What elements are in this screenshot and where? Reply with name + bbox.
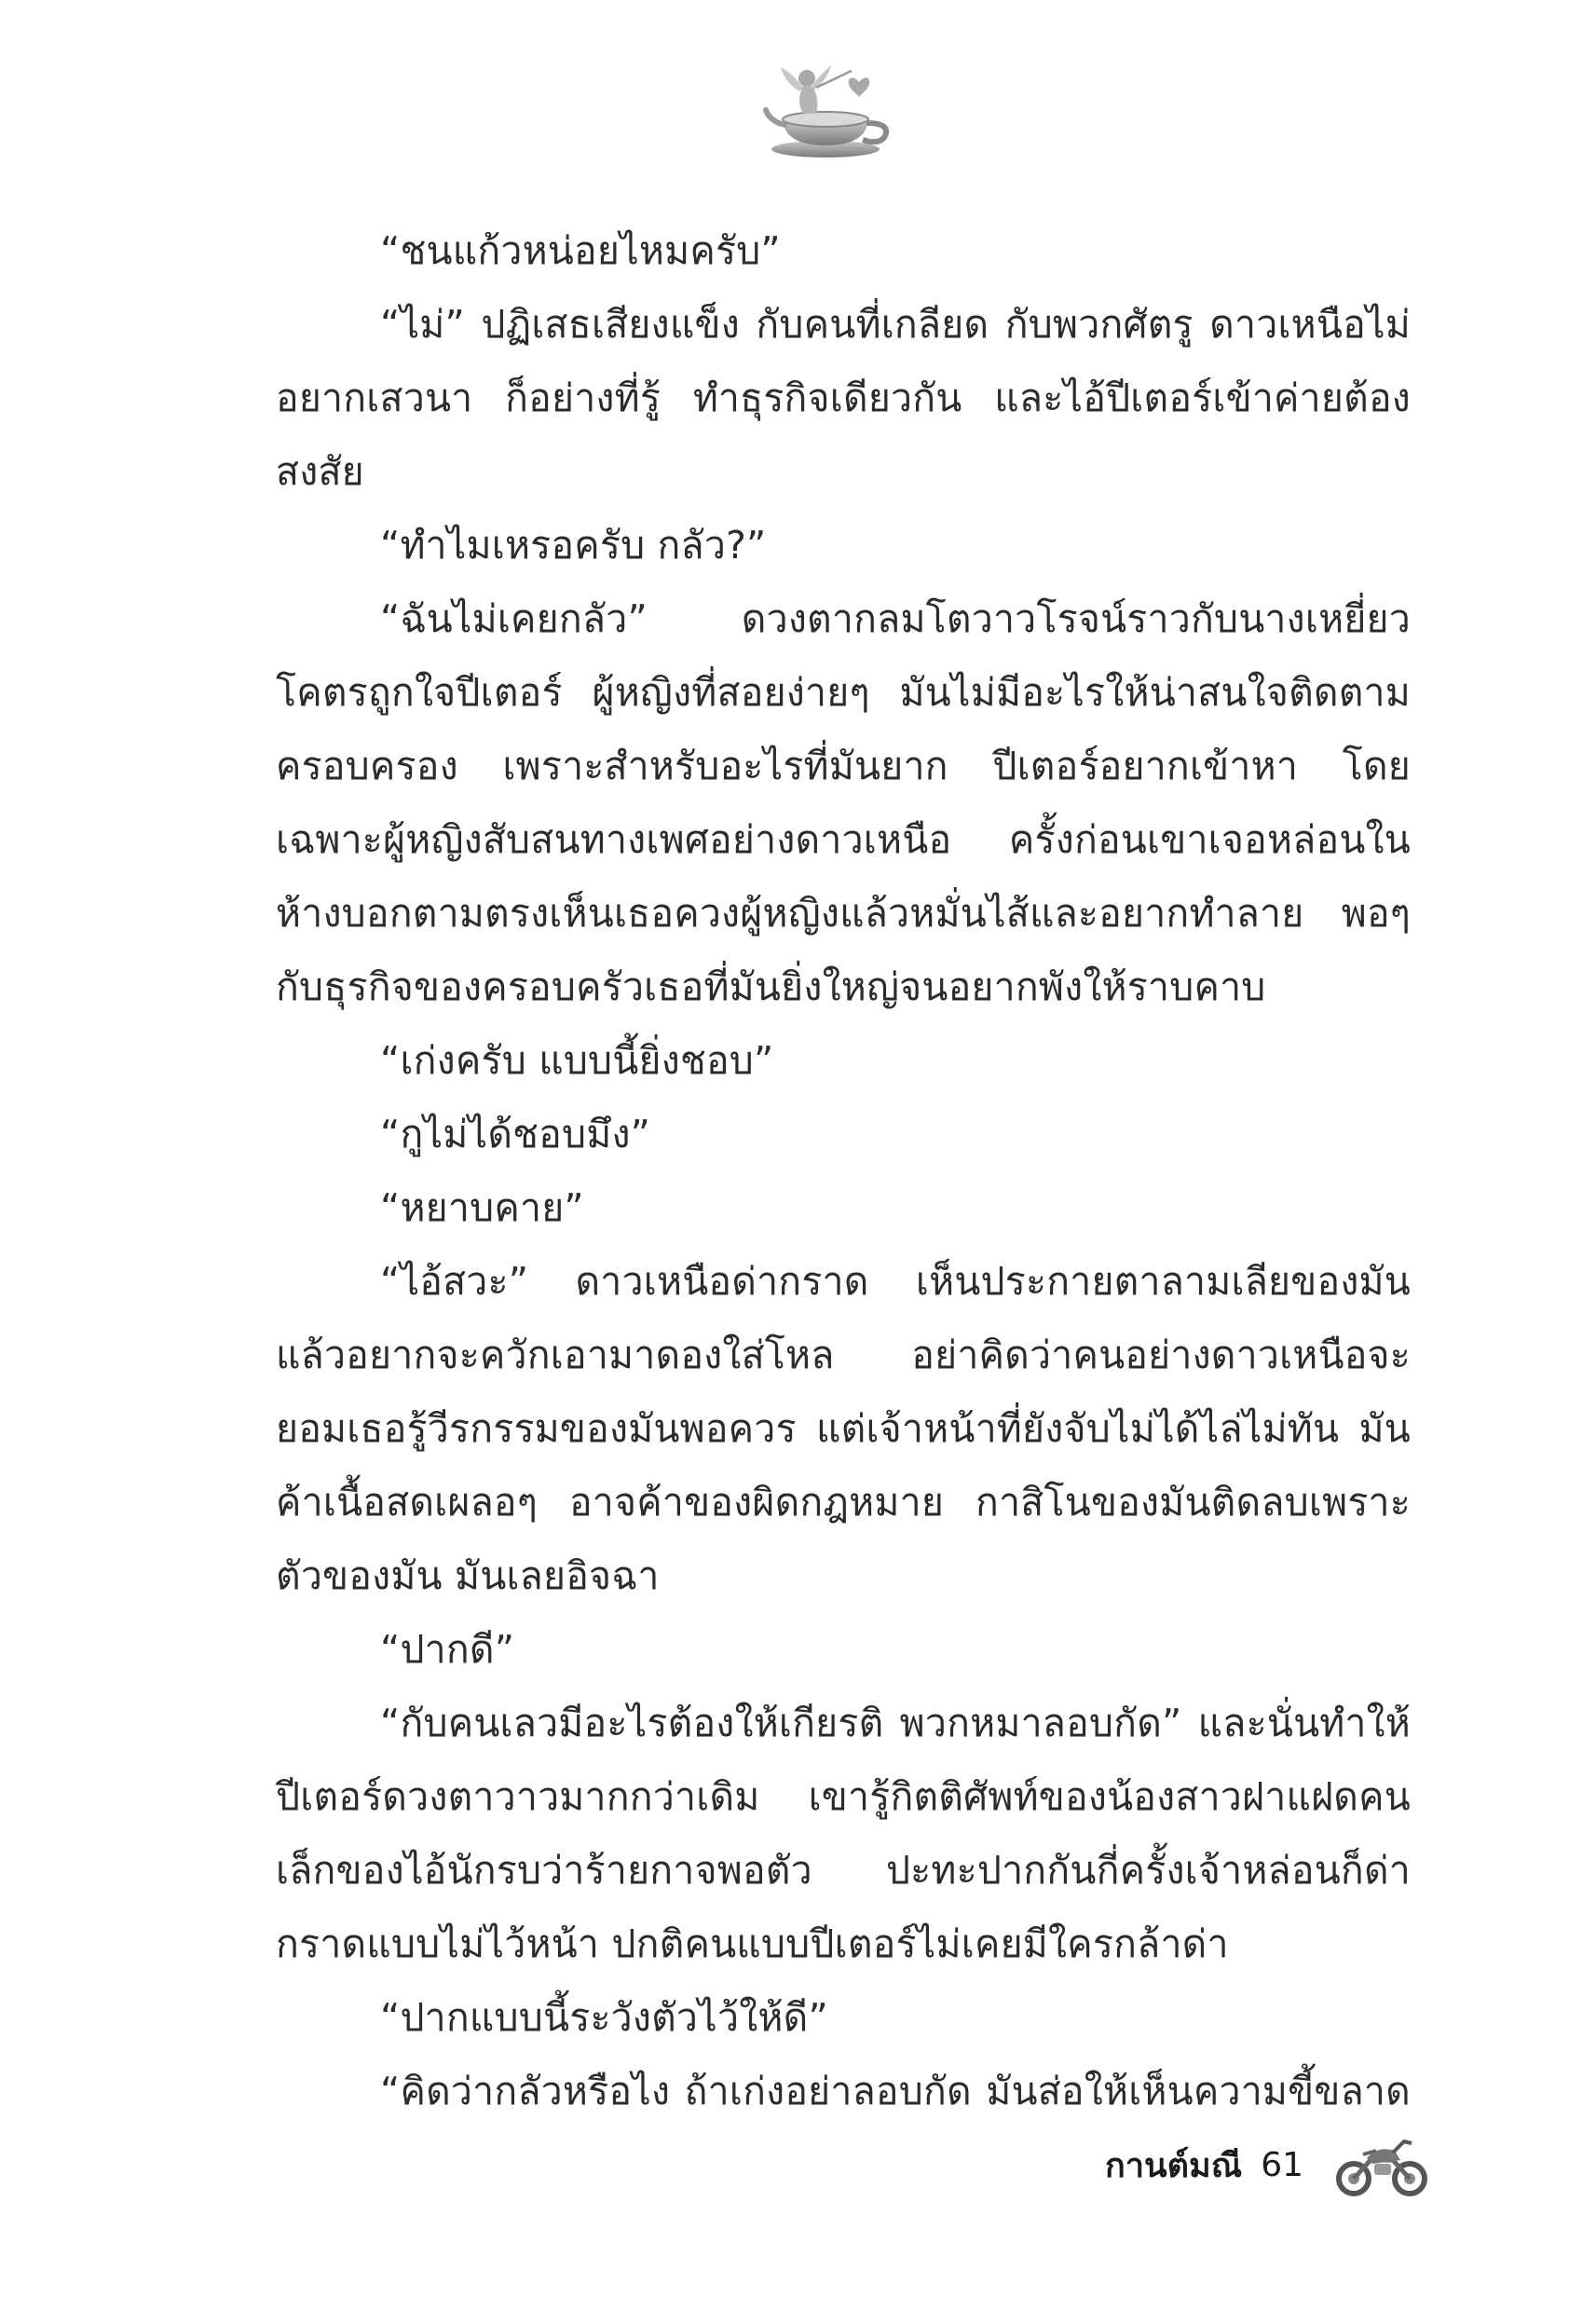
paragraph: “ไอ้สวะ” ดาวเหนือด่ากราด เห็นประกายตาลามเลียของมันแล้วอยากจะควักเอามาดองใส่โหล อย่าคิดว่าคนอย่างดาวเหนือจะยอมเธอรู้วีรกรรมของมันพอควร แต่เจ้าหน้าที่ยังจับไม่ได้ไล่ไม่ทัน มันค้าเนื้อสดเผลอๆ อาจค้าของผิดกฎหมาย กาสิโนของมันติดลบเพราะตัวของมัน มันเลยอิจฉา bbox=[276, 1259, 1411, 1598]
paragraph: “หยาบคาย” bbox=[380, 1185, 584, 1230]
paragraph: “ปากแบบนี้ระวังตัวไว้ให้ดี” bbox=[380, 1995, 828, 2040]
body-text bbox=[276, 214, 1411, 2128]
cupid-teacup-ornament-icon bbox=[762, 54, 902, 166]
paragraph: “ไม่” ปฏิเสธเสียงแข็ง กับคนที่เกลียด กับพวกศัตรู ดาวเหนือไม่อยากเสวนา ก็อย่างที่รู้ ทำธุรกิจเดียวกัน และไอ้ปีเตอร์เข้าค่ายต้องสงสัย bbox=[276, 302, 1411, 494]
paragraph: “คิดว่ากลัวหรือไง ถ้าเก่งอย่าลอบกัด มันส่อให้เห็นความขี้ขลาด bbox=[380, 2069, 1411, 2113]
page-number: 61 bbox=[1261, 2145, 1303, 2184]
paragraph: “ชนแก้วหน่อยไหมครับ” bbox=[380, 228, 781, 273]
paragraph: “เก่งครับ แบบนี้ยิ่งชอบ” bbox=[380, 1038, 774, 1083]
paragraph: “กับคนเลวมีอะไรต้องให้เกียรติ พวกหมาลอบกัด” และนั่นทำให้ปีเตอร์ดวงตาวาวมากกว่าเดิม เขารู้กิตติศัพท์ของน้องสาวฝาแฝดคนเล็กของไอ้นักรบว่าร้ายกาจพอตัว ปะทะปากกันกี่ครั้งเจ้าหล่อนก็ด่ากราดแบบไม่ไว้หน้า ปกติคนแบบปีเตอร์ไม่เคยมีใครกล้าด่า bbox=[276, 1701, 1411, 1966]
book-title: กานต์มณี bbox=[1105, 2146, 1243, 2185]
paragraph: “กูไม่ได้ชอบมึง” bbox=[380, 1112, 651, 1156]
paragraph: “ฉันไม่เคยกลัว” ดวงตากลมโตวาวโรจน์ราวกับนางเหยี่ยวโคตรถูกใจปีเตอร์ ผู้หญิงที่สอยง่ายๆ มันไม่มีอะไรให้น่าสนใจติดตามครอบครอง เพราะสำหรับอะไรที่มันยาก ปีเตอร์อยากเข้าหา โดยเฉพาะผู้หญิงสับสนทางเพศอย่างดาวเหนือ ครั้งก่อนเขาเจอหล่อนในห้างบอกตามตรงเห็นเธอควงผู้หญิงแล้วหมั่นไส้และอยากทำลาย พอๆ กับธุรกิจของครอบครัวเธอที่มันยิ่งใหญ่จนอยากพังให้ราบคาบ bbox=[276, 596, 1411, 1009]
motorcycle-icon bbox=[1335, 2132, 1428, 2197]
page-footer bbox=[1105, 2132, 1428, 2197]
paragraph: “ปากดี” bbox=[380, 1627, 515, 1672]
paragraph: “ทำไมเหรอครับ กลัว?” bbox=[380, 523, 767, 567]
